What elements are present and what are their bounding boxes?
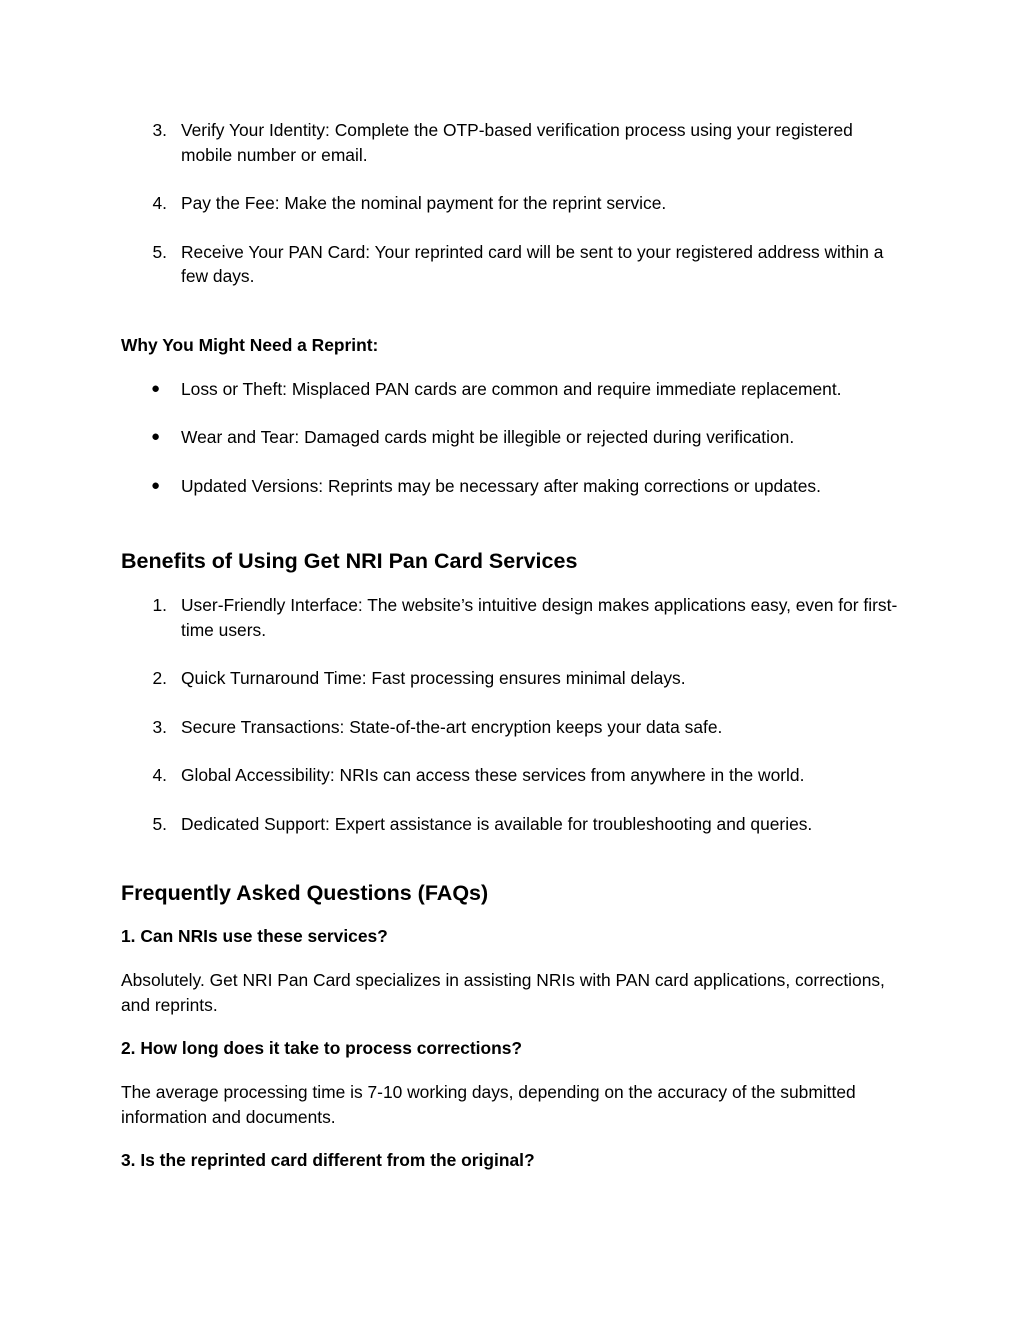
bullet-icon: ● [151, 428, 161, 445]
list-number: 5. [152, 813, 167, 834]
list-item-text: Pay the Fee: Make the nominal payment for the reprint service. [181, 193, 667, 213]
list-item-text: Secure Transactions: State-of-the-art encryption keeps your data safe. [181, 716, 723, 737]
reprint-reasons-list [121, 377, 906, 499]
list-item-text: Loss or Theft: Misplaced PAN cards are common and require immediate replacement. [181, 378, 842, 399]
document-content [121, 118, 906, 1172]
reprint-steps-list [121, 118, 906, 289]
list-item [121, 474, 906, 499]
list-number: 4. [152, 765, 167, 785]
list-item-text: Wear and Tear: Damaged cards might be illegible or rejected during verification. [181, 427, 795, 447]
list-number: 3. [152, 716, 167, 737]
faq-answer: Absolutely. Get NRI Pan Card specializes in assisting NRIs with PAN card applications, corrections, and reprints. [121, 970, 885, 1015]
list-item [121, 377, 906, 402]
list-number: 1. [152, 595, 167, 615]
reprint-reasons-heading: Why You Might Need a Reprint: [121, 334, 379, 355]
list-item [121, 425, 906, 450]
benefits-list [121, 593, 906, 836]
faq-question: 3. Is the reprinted card different from the original? [121, 1150, 535, 1170]
bullet-icon: ● [151, 476, 161, 494]
list-item-text: User-Friendly Interface: The website’s intuitive design makes applications easy, even for first-time users. [181, 595, 898, 640]
list-item-text: Updated Versions: Reprints may be necessary after making corrections or updates. [181, 475, 821, 496]
faq-question: 2. How long does it take to process corrections? [121, 1038, 523, 1058]
bullet-icon: ● [151, 379, 161, 397]
list-item [121, 593, 906, 642]
list-number: 4. [152, 193, 167, 213]
list-item [121, 191, 906, 216]
list-number: 3. [152, 120, 167, 140]
list-item-text: Quick Turnaround Time: Fast processing ensures minimal delays. [181, 668, 686, 688]
benefits-heading: Benefits of Using Get NRI Pan Card Services [121, 549, 578, 573]
list-item [121, 118, 906, 167]
list-number: 2. [152, 668, 167, 688]
list-item-text: Verify Your Identity: Complete the OTP-based verification process using your registered mobile number or email. [181, 120, 853, 165]
list-item [121, 715, 906, 740]
faq-question: 1. Can NRIs use these services? [121, 926, 388, 946]
list-item [121, 666, 906, 691]
list-item-text: Dedicated Support: Expert assistance is available for troubleshooting and queries. [181, 813, 813, 834]
list-item [121, 240, 906, 289]
list-item-text: Global Accessibility: NRIs can access these services from anywhere in the world. [181, 765, 805, 785]
list-item-text: Receive Your PAN Card: Your reprinted card will be sent to your registered address within a few days. [181, 241, 884, 286]
faq-answer: The average processing time is 7-10 working days, depending on the accuracy of the submitted information and documents. [121, 1082, 856, 1127]
faq-heading: Frequently Asked Questions (FAQs) [121, 881, 489, 905]
list-item [121, 812, 906, 837]
list-number: 5. [152, 241, 167, 262]
list-item [121, 763, 906, 788]
